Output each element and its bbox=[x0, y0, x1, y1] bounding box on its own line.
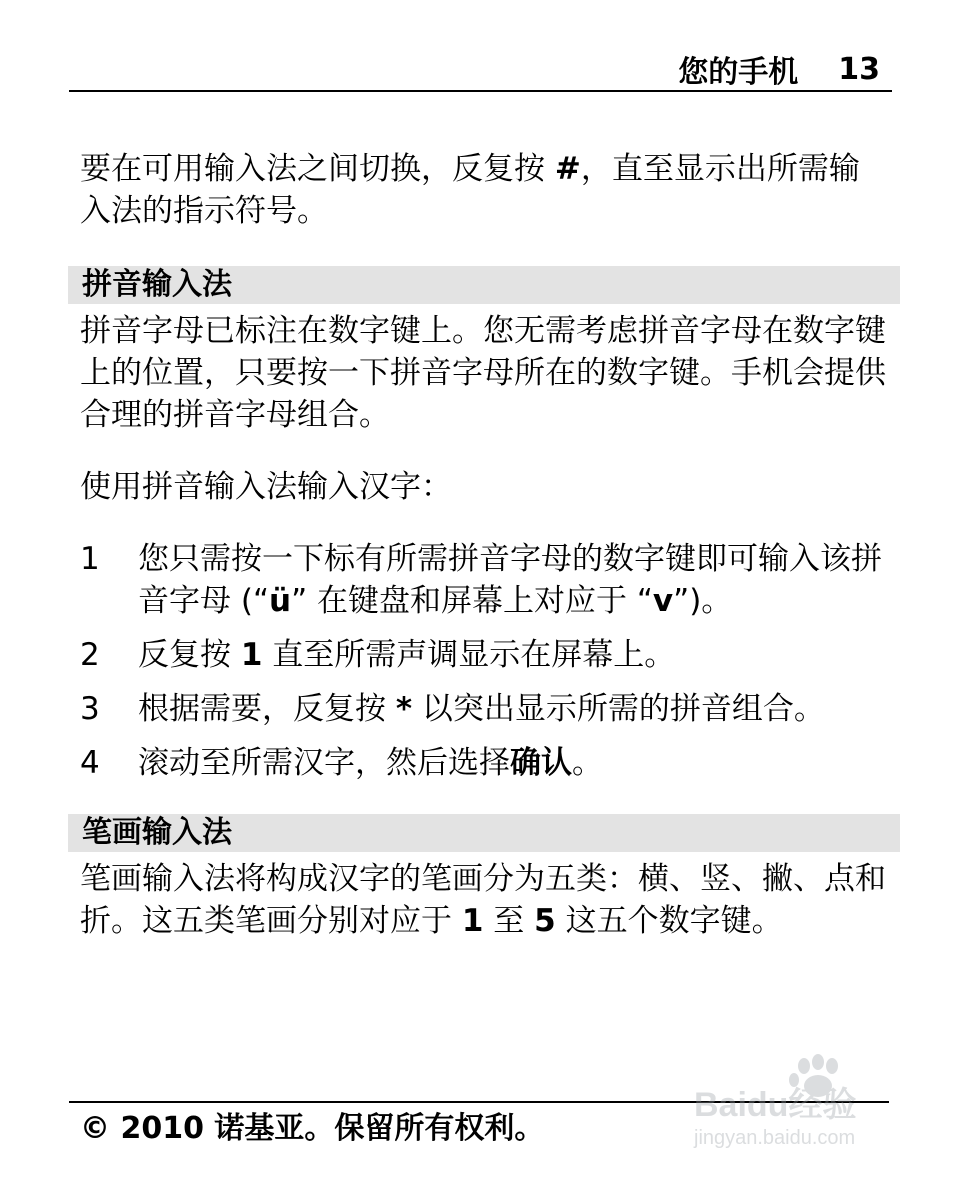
page-content bbox=[80, 148, 890, 942]
intro-text-end: ，直至显示出所需输入法的指示符号。 bbox=[80, 151, 860, 229]
paw-icon bbox=[789, 1054, 838, 1097]
stroke-heading: 笔画输入法 bbox=[68, 814, 900, 852]
page-number: 13 bbox=[838, 51, 880, 87]
step-text: 滚动至所需汉字，然后选择确认。 bbox=[138, 745, 603, 781]
intro-paragraph bbox=[80, 148, 890, 232]
header-title: 您的手机 bbox=[678, 55, 799, 90]
hash-key: # bbox=[554, 151, 581, 187]
page-header bbox=[69, 48, 892, 92]
list-item bbox=[80, 742, 890, 784]
footer-divider bbox=[69, 1101, 889, 1103]
copyright-footer: © 2010 诺基亚。保留所有权利。 bbox=[80, 1111, 545, 1146]
pinyin-heading: 拼音输入法 bbox=[68, 266, 900, 304]
step-text: 反复按 1 直至所需声调显示在屏幕上。 bbox=[138, 637, 676, 673]
pinyin-body: 拼音字母已标注在数字键上。您无需考虑拼音字母在数字键上的位置，只要按一下拼音字母所在的数字键。手机会提供合理的拼音字母组合。 bbox=[80, 313, 886, 433]
step-number: 1 bbox=[80, 541, 100, 577]
watermark-url: jingyan.baidu.com bbox=[694, 1127, 856, 1149]
pinyin-steps bbox=[80, 538, 890, 784]
step-text: 根据需要，反复按 * 以突出显示所需的拼音组合。 bbox=[138, 691, 825, 727]
step-text: 您只需按一下标有所需拼音字母的数字键即可输入该拼音字母 (“ü” 在键盘和屏幕上对应于 “v”)。 bbox=[138, 541, 882, 619]
intro-text: 要在可用输入法之间切换，反复按 bbox=[80, 151, 555, 187]
step-number: 3 bbox=[80, 691, 100, 727]
stroke-body: 笔画输入法将构成汉字的笔画分为五类：横、竖、撇、点和折。这五类笔画分别对应于 1 至 5 这五个数字键。 bbox=[80, 861, 886, 939]
pinyin-lead: 使用拼音输入法输入汉字： bbox=[80, 469, 452, 505]
watermark-brand: Baidu经验 bbox=[694, 1086, 857, 1124]
list-item bbox=[80, 634, 890, 676]
list-item bbox=[80, 688, 890, 730]
step-number: 2 bbox=[80, 637, 100, 673]
step-number: 4 bbox=[80, 745, 100, 781]
list-item bbox=[80, 538, 890, 622]
